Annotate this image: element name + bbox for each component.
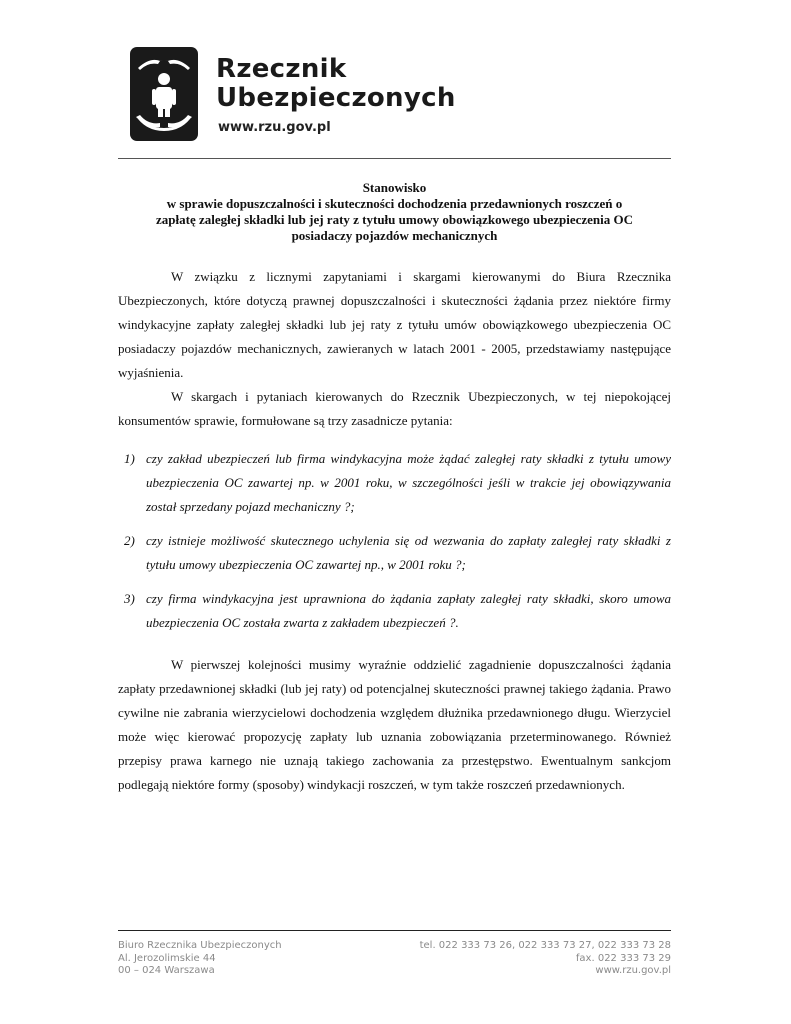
question-number: 2) [124, 533, 135, 548]
footer-address [118, 940, 282, 978]
questions-list [118, 447, 671, 635]
footer-divider [118, 930, 671, 931]
logo-url-link[interactable]: www.rzu.gov.pl [218, 120, 331, 135]
document-subtitle-line3: posiadaczy pojazdów mechanicznych [291, 228, 498, 243]
header-divider [118, 158, 671, 159]
paragraph-3: W pierwszej kolejności musimy wyraźnie oddzielić zagadnienie dopuszczalności żądania zapłaty przedawnionej składki (lub jej raty) od potencjalnej skuteczności prawnej takiego żądania. Prawo cywilne nie zabrania wierzycielowi dochodzenia względem dłużnika przedawnionego długu. Wierzyciel może więc kierować propozycję zapłaty lub uznania zobowiązania przeterminowanego. Również przepisy prawa karnego nie uznają takiego zachowania za przestępstwo. Ewentualnym sankcjom podlegają niektóre formy (sposoby) windykacji roszczeń, w tym także roszczeń przedawnionych. [118, 657, 671, 792]
question-text: czy istnieje możliwość skutecznego uchylenia się od wezwania do zapłaty zaległej raty składki z tytułu umowy ubezpieczenia OC zawartej np., w 2001 roku ?; [146, 533, 671, 572]
paragraph-1: W związku z licznymi zapytaniami i skargami kierowanymi do Biura Rzecznika Ubezpieczonych, które dotyczą prawnej dopuszczalności i skuteczności żądania przez niektóre firmy windykacyjne zapłaty zaległej składki lub jej raty z tytułu umów obowiązkowego ubezpieczenia OC posiadaczy pojazdów mechanicznych, zawieranych w latach 2001 - 2005, przedstawiamy następujące wyjaśnienia. [118, 269, 671, 380]
document-heading [118, 180, 671, 244]
footer-street: Al. Jerozolimskie 44 [118, 952, 216, 964]
logo-title [216, 55, 456, 113]
paragraph-2: W skargach i pytaniach kierowanych do Rzecznik Ubezpieczonych, w tej niepokojącej konsumentów sprawie, formułowane są trzy zasadnicze pytania: [118, 389, 671, 428]
question-number: 3) [124, 591, 135, 606]
footer-phone: tel. 022 333 73 26, 022 333 73 27, 022 333 73 28 [419, 940, 671, 951]
question-item [118, 447, 671, 519]
question-text: czy zakład ubezpieczeń lub firma windykacyjna może żądać zaległej raty składki z tytułu umowy ubezpieczenia OC zawartej np. w 2001 roku, w szczególności jeśli w trakcie jej obowiązywania został sprzedany pojazd mechaniczny ?; [146, 451, 671, 514]
footer-contact [420, 940, 671, 978]
question-item [118, 529, 671, 577]
document-subtitle-line1: w sprawie dopuszczalności i skuteczności dochodzenia przedawnionych roszczeń o [166, 196, 623, 211]
document-body [118, 265, 671, 797]
logo-title-line1: Rzecznik [216, 54, 347, 84]
document-title: Stanowisko [362, 180, 427, 195]
document-subtitle-line2: zapłatę zaległej składki lub jej raty z tytułu umowy obowiązkowego ubezpieczenia OC [156, 212, 633, 227]
header-logo [130, 47, 470, 147]
ombudsman-emblem-icon [130, 47, 198, 141]
footer-url-link[interactable]: www.rzu.gov.pl [595, 965, 671, 976]
logo-title-line2: Ubezpieczonych [216, 83, 456, 113]
question-item [118, 587, 671, 635]
footer-fax: fax. 022 333 73 29 [575, 952, 671, 964]
question-number: 1) [124, 451, 135, 466]
question-text: czy firma windykacyjna jest uprawniona do żądania zapłaty zaległej raty składki, skoro umowa ubezpieczenia OC została zwarta z zakładem ubezpieczeń ?. [146, 591, 671, 630]
footer-org: Biuro Rzecznika Ubezpieczonych [118, 940, 282, 951]
footer-city: 00 – 024 Warszawa [118, 965, 215, 976]
